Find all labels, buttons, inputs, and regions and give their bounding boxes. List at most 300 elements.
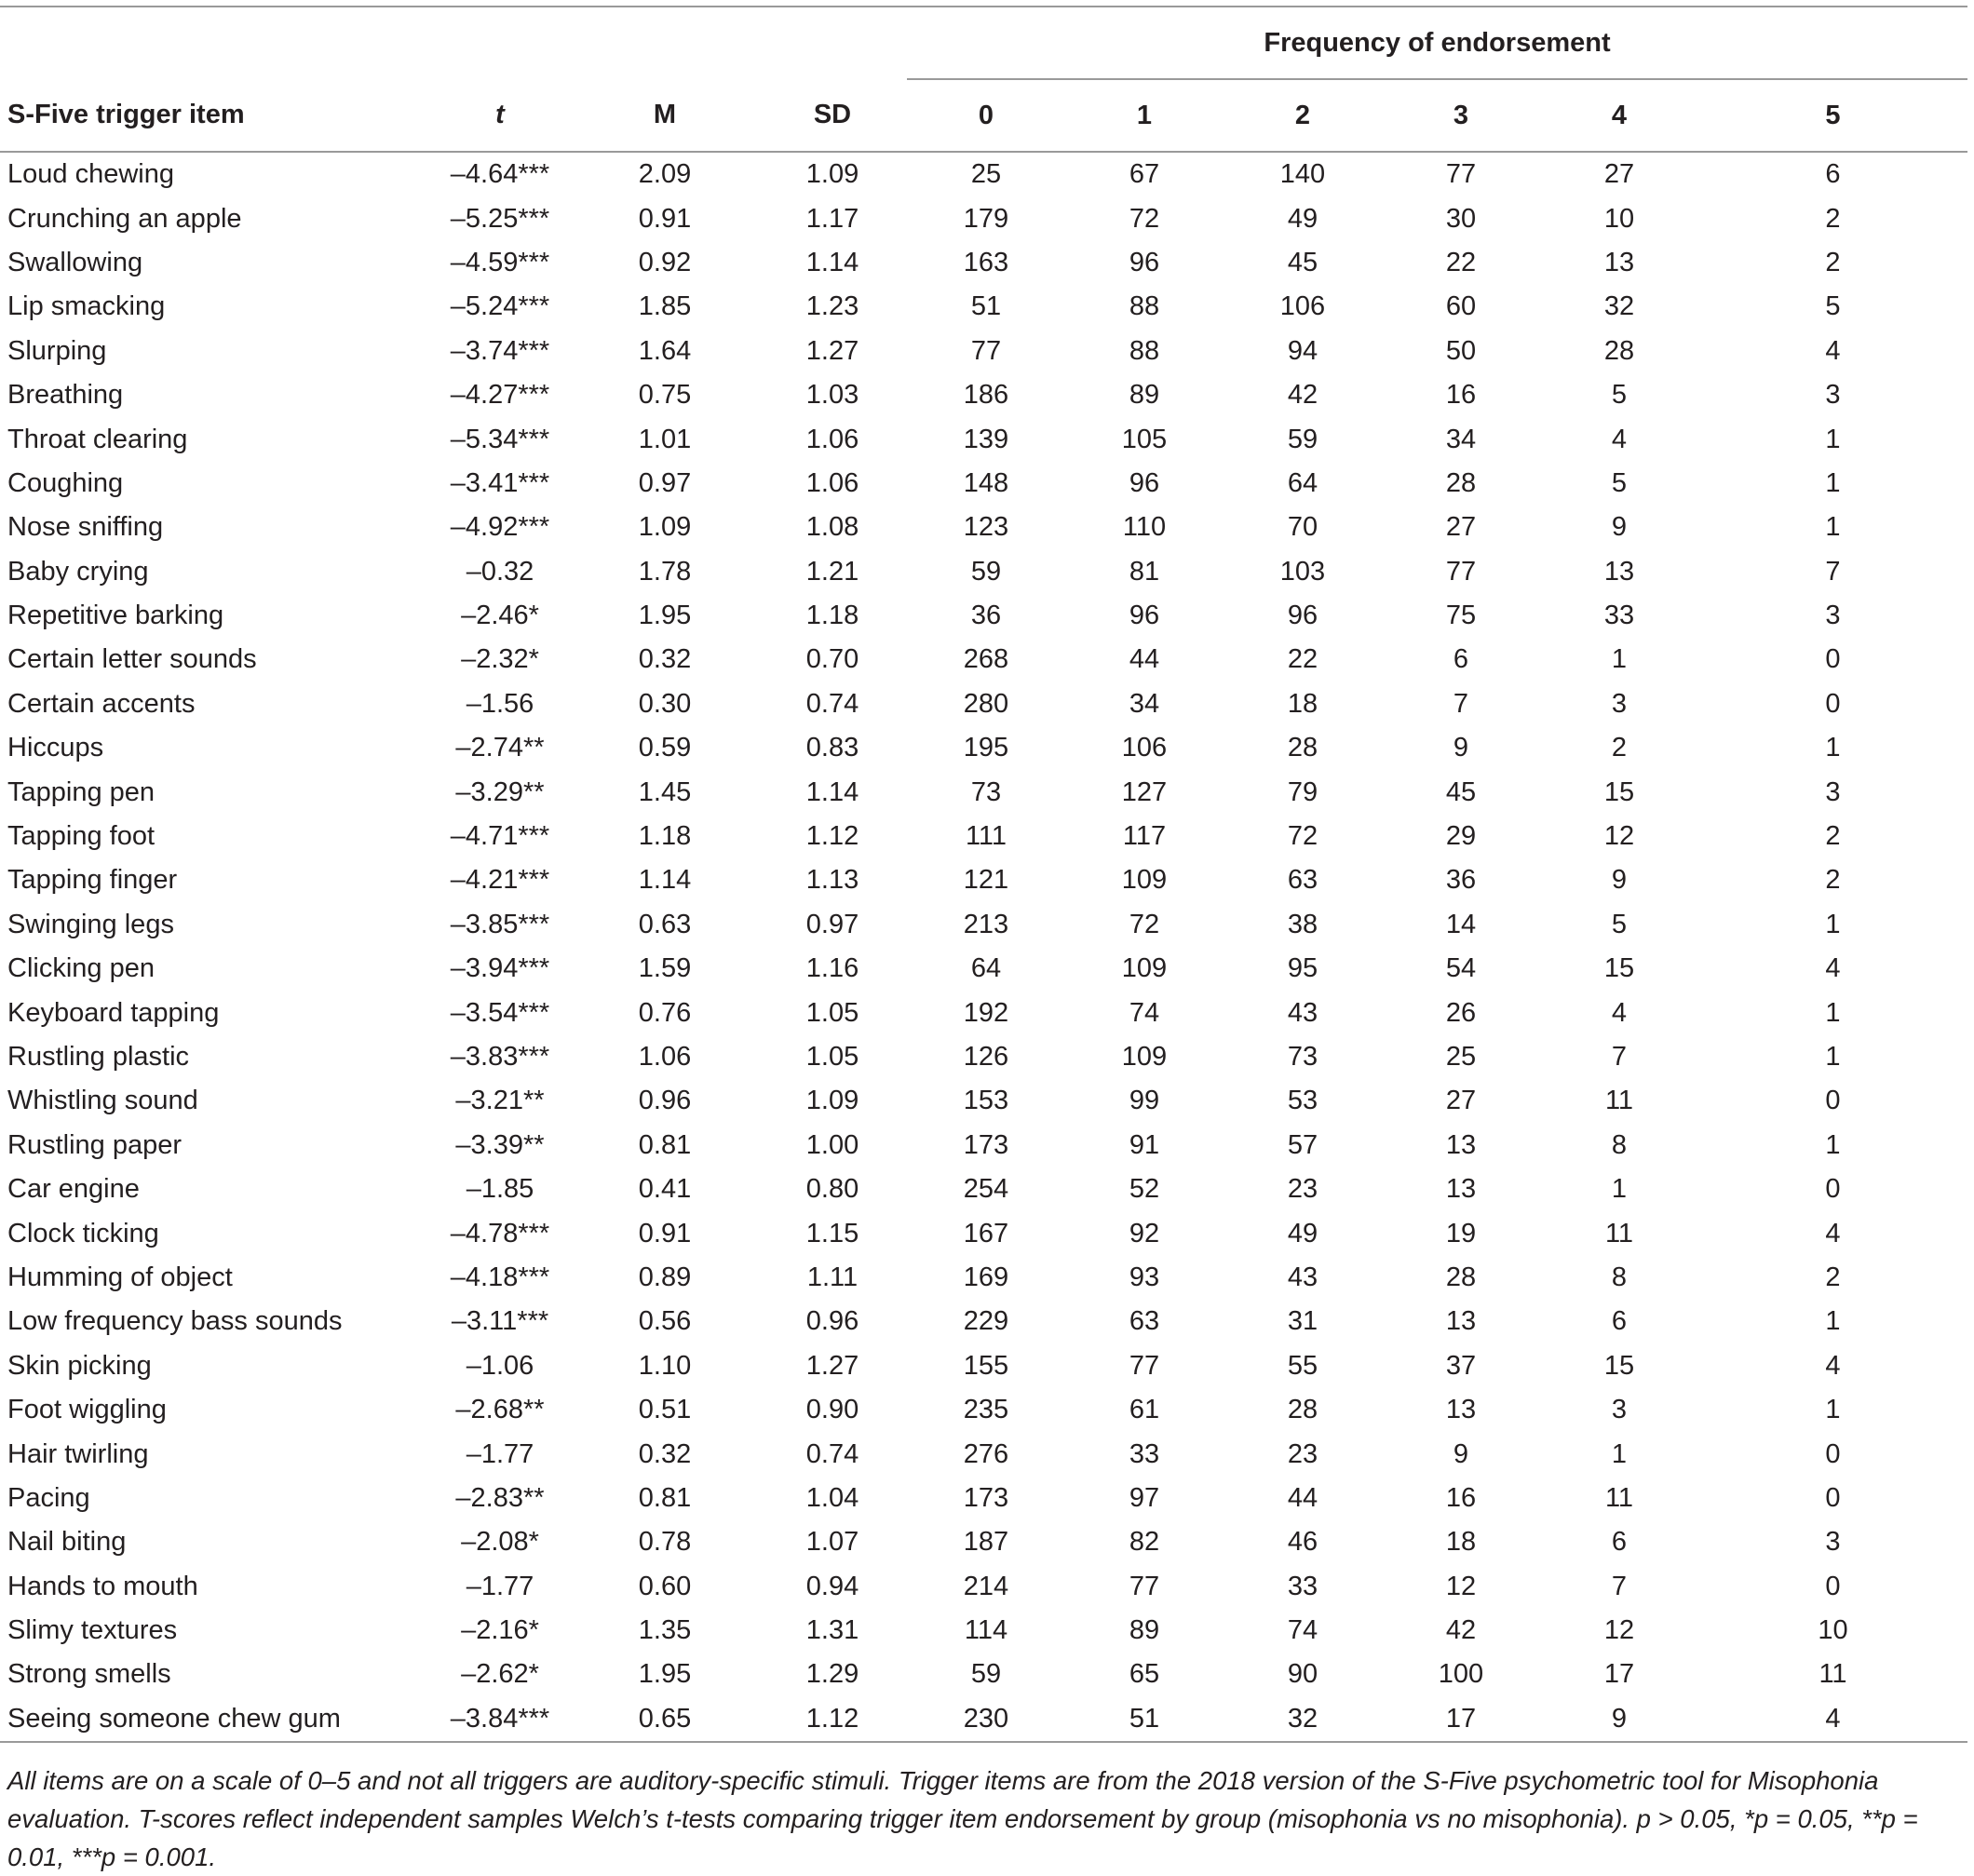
freq-5-cell: 3	[1825, 380, 1841, 411]
t-cell: –3.41***	[450, 467, 550, 498]
trigger-item-cell: Whistling sound	[7, 1086, 198, 1116]
freq-2-cell: 57	[1287, 1129, 1318, 1160]
m-cell: 0.96	[638, 1086, 692, 1116]
freq-1-cell: 109	[1121, 865, 1168, 896]
freq-3-cell: 75	[1445, 601, 1477, 631]
table-row	[0, 1697, 1967, 1742]
freq-1-cell: 96	[1129, 467, 1160, 498]
m-cell: 0.30	[638, 688, 692, 719]
freq-2-cell: 55	[1287, 1350, 1318, 1381]
trigger-item-cell: Certain letter sounds	[7, 644, 257, 675]
t-cell: –5.25***	[450, 203, 550, 234]
table-row	[0, 1079, 1967, 1123]
trigger-item-cell: Repetitive barking	[7, 601, 224, 631]
freq-3-cell: 27	[1445, 512, 1477, 543]
trigger-item-cell: Loud chewing	[7, 159, 174, 190]
freq-2-cell: 23	[1287, 1174, 1318, 1205]
trigger-item-cell: Lip smacking	[7, 291, 166, 322]
m-cell: 2.09	[638, 159, 692, 190]
m-cell: 0.60	[638, 1571, 692, 1601]
t-cell: –2.68**	[455, 1395, 545, 1425]
trigger-item-cell: Swinging legs	[7, 909, 174, 939]
freq-4-cell: 8	[1611, 1262, 1628, 1292]
freq-5-cell: 3	[1825, 776, 1841, 807]
freq-3-cell: 7	[1453, 688, 1469, 719]
freq-5-cell: 3	[1825, 601, 1841, 631]
freq-1-cell: 34	[1129, 688, 1160, 719]
sd-cell: 0.74	[805, 688, 859, 719]
freq-2-cell: 72	[1287, 821, 1318, 852]
freq-3-cell: 16	[1445, 1482, 1477, 1513]
t-cell: –2.08*	[461, 1527, 539, 1558]
freq-2-cell: 43	[1287, 1262, 1318, 1292]
freq-2-cell: 96	[1287, 601, 1318, 631]
table-row	[0, 1124, 1967, 1167]
freq-2-cell: 22	[1287, 644, 1318, 675]
freq-2-cell: 90	[1287, 1659, 1318, 1690]
freq-5-cell: 4	[1825, 1218, 1841, 1248]
freq-0-cell: 213	[963, 909, 1009, 939]
freq-3-cell: 18	[1445, 1527, 1477, 1558]
freq-4-cell: 13	[1603, 556, 1635, 587]
table-row	[0, 1035, 1967, 1079]
t-cell: –4.71***	[450, 821, 550, 852]
freq-2-cell: 33	[1287, 1571, 1318, 1601]
freq-3-cell: 19	[1445, 1218, 1477, 1248]
freq-5-cell: 11	[1819, 1659, 1847, 1690]
freq-1-cell: 61	[1129, 1395, 1160, 1425]
freq-1-cell: 44	[1129, 644, 1160, 675]
trigger-item-cell: Keyboard tapping	[7, 997, 220, 1028]
trigger-item-cell: Swallowing	[7, 247, 143, 277]
freq-2-cell: 46	[1287, 1527, 1318, 1558]
sd-cell: 1.12	[805, 821, 859, 852]
freq-5-cell: 1	[1825, 467, 1841, 498]
freq-4-cell: 3	[1611, 1395, 1628, 1425]
table-row	[0, 1609, 1967, 1653]
t-cell: –5.34***	[450, 424, 550, 454]
freq-5-cell: 1	[1825, 1306, 1841, 1337]
freq-5-cell: 3	[1825, 1527, 1841, 1558]
freq-2-cell: 94	[1287, 335, 1318, 366]
table-row	[0, 1300, 1967, 1343]
freq-2-cell: 49	[1287, 203, 1318, 234]
freq-0-cell: 173	[963, 1482, 1009, 1513]
freq-3-cell: 13	[1445, 1129, 1477, 1160]
freq-1-cell: 77	[1129, 1350, 1160, 1381]
freq-4-cell: 12	[1603, 821, 1635, 852]
sd-cell: 0.70	[805, 644, 859, 675]
freq-1-cell: 96	[1129, 247, 1160, 277]
sd-cell: 1.08	[805, 512, 859, 543]
freq-0-cell: 169	[963, 1262, 1009, 1292]
freq-0-cell: 73	[970, 776, 1002, 807]
freq-5-cell: 2	[1825, 247, 1841, 277]
table-row	[0, 1432, 1967, 1476]
m-cell: 1.78	[638, 556, 692, 587]
freq-5-cell: 1	[1825, 1129, 1841, 1160]
m-cell: 0.51	[638, 1395, 692, 1425]
table-body	[0, 152, 1967, 1742]
trigger-item-cell: Rustling plastic	[7, 1042, 190, 1072]
freq-2-cell: 53	[1287, 1086, 1318, 1116]
freq-4-cell: 2	[1611, 733, 1628, 763]
m-cell: 1.59	[638, 953, 692, 984]
sd-cell: 1.00	[805, 1129, 859, 1160]
freq-5-cell: 4	[1698, 1697, 1967, 1742]
freq-0-cell: 139	[963, 424, 1009, 454]
freq-3-cell: 54	[1445, 953, 1477, 984]
table-row	[0, 815, 1967, 858]
freq-3-cell: 22	[1445, 247, 1477, 277]
freq-0-cell: 59	[970, 1659, 1002, 1690]
freq-3-cell: 27	[1445, 1086, 1477, 1116]
t-cell: –2.83**	[455, 1482, 545, 1513]
table-row	[0, 903, 1967, 947]
trigger-item-cell: Tapping finger	[7, 865, 178, 896]
m-cell: 0.56	[638, 1306, 692, 1337]
t-cell: –3.11***	[451, 1306, 549, 1337]
freq-0-cell: 186	[963, 380, 1009, 411]
m-cell: 0.92	[638, 247, 692, 277]
freq-0-cell: 268	[963, 644, 1009, 675]
t-cell: –3.74***	[450, 335, 550, 366]
freq-0-cell: 77	[970, 335, 1002, 366]
freq-1-cell: 109	[1121, 953, 1168, 984]
t-cell: –1.06	[466, 1350, 534, 1381]
m-cell: 0.81	[638, 1482, 692, 1513]
freq-3-cell: 30	[1445, 203, 1477, 234]
m-cell: 1.35	[638, 1615, 692, 1646]
freq-3-cell: 42	[1445, 1615, 1477, 1646]
trigger-item-cell: Car engine	[7, 1174, 140, 1205]
table-row	[0, 947, 1967, 991]
freq-0-cell: 192	[963, 997, 1009, 1028]
freq-4-cell: 11	[1604, 1482, 1634, 1513]
table-row	[0, 1477, 1967, 1520]
freq-0-cell: 195	[963, 733, 1009, 763]
trigger-item-cell: Hands to mouth	[7, 1571, 198, 1601]
freq-2-cell: 18	[1287, 688, 1318, 719]
freq-1-cell: 127	[1121, 776, 1168, 807]
freq-3-cell: 14	[1445, 909, 1477, 939]
m-cell: 1.01	[638, 424, 692, 454]
m-cell: 1.10	[638, 1350, 692, 1381]
freq-2-cell: 63	[1287, 865, 1318, 896]
sd-cell: 0.94	[805, 1571, 859, 1601]
freq-3-cell: 77	[1445, 556, 1477, 587]
t-cell: –3.84***	[428, 1697, 572, 1742]
freq-1-cell: 89	[1129, 1615, 1160, 1646]
t-cell: –1.77	[466, 1438, 534, 1469]
freq-1-cell: 91	[1129, 1129, 1160, 1160]
freq-1-cell: 63	[1129, 1306, 1160, 1337]
m-cell: 0.91	[638, 203, 692, 234]
freq-0-cell: 123	[963, 512, 1009, 543]
trigger-item-cell: Tapping foot	[7, 821, 155, 852]
freq-5-cell: 4	[1825, 953, 1841, 984]
table-row	[0, 373, 1967, 417]
table-row	[0, 594, 1967, 638]
freq-4-cell: 4	[1611, 997, 1628, 1028]
freq-1-cell: 96	[1129, 601, 1160, 631]
freq-4-cell: 12	[1603, 1615, 1635, 1646]
freq-1-cell: 74	[1129, 997, 1160, 1028]
freq-2-cell: 140	[1279, 159, 1326, 190]
t-cell: –4.27***	[450, 380, 550, 411]
m-cell: 1.45	[638, 776, 692, 807]
table-row	[0, 1256, 1967, 1300]
freq-4-cell: 13	[1603, 247, 1635, 277]
freq-1-cell: 109	[1121, 1042, 1168, 1072]
sd-cell: 1.09	[805, 1086, 859, 1116]
table-row	[0, 1388, 1967, 1432]
freq-4-cell: 28	[1603, 335, 1635, 366]
freq-5-cell: 1	[1825, 512, 1841, 543]
freq-5-cell: 0	[1825, 688, 1841, 719]
column-header-row	[0, 79, 1967, 152]
freq-1-cell: 110	[1122, 512, 1167, 543]
freq-5-cell: 2	[1825, 865, 1841, 896]
freq-0-cell: 214	[963, 1571, 1009, 1601]
sd-cell: 1.06	[805, 424, 859, 454]
column-header-freq-2: 2	[1224, 79, 1382, 152]
column-header-freq-5: 5	[1698, 79, 1967, 152]
m-cell: 1.64	[638, 335, 692, 366]
sd-cell: 0.97	[805, 909, 859, 939]
m-cell: 0.63	[638, 909, 692, 939]
freq-4-cell: 17	[1603, 1659, 1635, 1690]
freq-2-cell: 32	[1224, 1697, 1382, 1742]
freq-2-cell: 49	[1287, 1218, 1318, 1248]
sd-cell: 1.04	[805, 1482, 859, 1513]
freq-4-cell: 15	[1603, 776, 1635, 807]
table-row	[0, 1520, 1967, 1564]
m-cell: 0.41	[638, 1174, 692, 1205]
freq-0-cell: 153	[963, 1086, 1009, 1116]
t-cell: –1.85	[466, 1174, 534, 1205]
m-cell: 1.06	[638, 1042, 692, 1072]
table-row	[0, 550, 1967, 594]
freq-3-cell: 36	[1445, 865, 1477, 896]
freq-5-cell: 1	[1825, 1395, 1841, 1425]
sd-cell: 1.15	[805, 1218, 859, 1248]
m-cell: 0.76	[638, 997, 692, 1028]
freq-4-cell: 6	[1611, 1527, 1628, 1558]
m-cell: 0.91	[638, 1218, 692, 1248]
sd-cell: 0.96	[805, 1306, 859, 1337]
freq-0-cell: 173	[963, 1129, 1009, 1160]
m-cell: 0.65	[572, 1697, 758, 1742]
sd-cell: 1.05	[805, 1042, 859, 1072]
trigger-item-cell: Baby crying	[7, 556, 149, 587]
freq-4-cell: 27	[1603, 159, 1635, 190]
m-cell: 0.32	[638, 644, 692, 675]
m-cell: 0.81	[638, 1129, 692, 1160]
freq-0-cell: 230	[907, 1697, 1065, 1742]
sd-cell: 0.83	[805, 733, 859, 763]
freq-3-cell: 12	[1445, 1571, 1477, 1601]
freq-5-cell: 0	[1825, 644, 1841, 675]
freq-5-cell: 1	[1825, 1042, 1841, 1072]
sd-cell: 0.74	[805, 1438, 859, 1469]
freq-5-cell: 2	[1825, 1262, 1841, 1292]
freq-2-cell: 45	[1287, 247, 1318, 277]
m-cell: 0.97	[638, 467, 692, 498]
m-cell: 0.78	[638, 1527, 692, 1558]
sd-cell: 1.17	[805, 203, 859, 234]
freq-4-cell: 5	[1611, 380, 1628, 411]
freq-1-cell: 52	[1129, 1174, 1160, 1205]
sd-cell: 1.05	[805, 997, 859, 1028]
sd-cell: 1.06	[805, 467, 859, 498]
trigger-item-cell: Foot wiggling	[7, 1395, 167, 1425]
freq-3-cell: 77	[1445, 159, 1477, 190]
freq-0-cell: 276	[963, 1438, 1009, 1469]
freq-5-cell: 5	[1825, 291, 1841, 322]
freq-4-cell: 5	[1611, 909, 1628, 939]
freq-3-cell: 6	[1453, 644, 1469, 675]
freq-0-cell: 148	[963, 467, 1009, 498]
table-row	[0, 770, 1967, 814]
sd-cell: 1.29	[805, 1659, 859, 1690]
freq-2-cell: 64	[1287, 467, 1318, 498]
freq-1-cell: 72	[1129, 909, 1160, 939]
trigger-table	[0, 6, 1967, 1743]
trigger-item-cell: Seeing someone chew gum	[0, 1697, 428, 1742]
freq-4-cell: 9	[1611, 865, 1628, 896]
freq-2-cell: 44	[1287, 1482, 1318, 1513]
freq-1-cell: 88	[1129, 291, 1160, 322]
freq-5-cell: 1	[1825, 733, 1841, 763]
trigger-item-cell: Pacing	[7, 1482, 90, 1513]
freq-2-cell: 42	[1287, 380, 1318, 411]
freq-3-cell: 13	[1445, 1306, 1477, 1337]
freq-3-cell: 50	[1445, 335, 1477, 366]
table-row	[0, 241, 1967, 285]
column-header-freq-4: 4	[1540, 79, 1698, 152]
sd-cell: 1.27	[805, 1350, 859, 1381]
column-header-m: M	[572, 79, 758, 152]
t-cell: –4.78***	[450, 1218, 550, 1248]
freq-2-cell: 31	[1287, 1306, 1318, 1337]
trigger-item-cell: Low frequency bass sounds	[7, 1306, 343, 1337]
sd-cell: 1.09	[805, 159, 859, 190]
freq-4-cell: 11	[1604, 1086, 1634, 1116]
freq-4-cell: 8	[1611, 1129, 1628, 1160]
freq-0-cell: 254	[963, 1174, 1009, 1205]
trigger-item-cell: Clicking pen	[7, 953, 155, 984]
t-cell: –4.59***	[450, 247, 550, 277]
freq-0-cell: 64	[970, 953, 1002, 984]
trigger-item-cell: Hiccups	[7, 733, 104, 763]
freq-1-cell: 33	[1129, 1438, 1160, 1469]
table-row	[0, 462, 1967, 506]
table-row	[0, 991, 1967, 1034]
table-footnote: All items are on a scale of 0–5 and not all triggers are auditory-specific stimuli. Trigger items are from the 2018 version of the S-Five psychometric tool for Misophonia evaluation. T-scores reflect independent samples Welch’s t-tests comparing trigger item endorsement by group (misophonia vs no misophonia). p > 0.05, *p = 0.05, **p = 0.01, ***p = 0.001.	[7, 1766, 1918, 1871]
freq-2-cell: 95	[1287, 953, 1318, 984]
freq-0-cell: 111	[965, 821, 1007, 852]
freq-4-cell: 1	[1611, 1438, 1628, 1469]
freq-4-cell: 11	[1604, 1218, 1634, 1248]
table-row	[0, 1344, 1967, 1388]
sd-cell: 1.31	[805, 1615, 859, 1646]
freq-5-cell: 7	[1825, 556, 1841, 587]
freq-2-cell: 70	[1287, 512, 1318, 543]
freq-4-cell: 7	[1611, 1571, 1628, 1601]
frequency-group-header: Frequency of endorsement	[907, 7, 1967, 79]
freq-2-cell: 59	[1287, 424, 1318, 454]
freq-1-cell: 72	[1129, 203, 1160, 234]
freq-2-cell: 79	[1287, 776, 1318, 807]
m-cell: 1.85	[638, 291, 692, 322]
freq-4-cell: 3	[1611, 688, 1628, 719]
m-cell: 1.18	[638, 821, 692, 852]
freq-1-cell: 51	[1065, 1697, 1224, 1742]
freq-5-cell: 1	[1825, 424, 1841, 454]
freq-4-cell: 32	[1603, 291, 1635, 322]
freq-3-cell: 17	[1382, 1697, 1540, 1742]
freq-3-cell: 13	[1445, 1395, 1477, 1425]
freq-1-cell: 97	[1129, 1482, 1160, 1513]
freq-2-cell: 103	[1279, 556, 1326, 587]
freq-2-cell: 74	[1287, 1615, 1318, 1646]
sd-cell: 1.27	[805, 335, 859, 366]
freq-0-cell: 163	[963, 247, 1009, 277]
freq-4-cell: 6	[1611, 1306, 1628, 1337]
freq-2-cell: 28	[1287, 733, 1318, 763]
t-cell: –0.32	[466, 556, 534, 587]
freq-1-cell: 92	[1129, 1218, 1160, 1248]
t-cell: –5.24***	[450, 291, 550, 322]
freq-1-cell: 106	[1121, 733, 1168, 763]
freq-4-cell: 10	[1603, 203, 1635, 234]
table-row	[0, 638, 1967, 682]
freq-5-cell: 0	[1825, 1482, 1841, 1513]
sd-cell: 1.16	[805, 953, 859, 984]
freq-0-cell: 167	[963, 1218, 1009, 1248]
freq-5-cell: 1	[1825, 909, 1841, 939]
table-row	[0, 1565, 1967, 1609]
freq-3-cell: 16	[1445, 380, 1477, 411]
m-cell: 1.14	[638, 865, 692, 896]
freq-5-cell: 6	[1825, 159, 1841, 190]
freq-4-cell: 9	[1611, 512, 1628, 543]
sd-cell: 1.13	[805, 865, 859, 896]
freq-0-cell: 36	[970, 601, 1002, 631]
sd-cell: 1.03	[805, 380, 859, 411]
column-header-trigger-item: S-Five trigger item	[0, 79, 428, 152]
table-row	[0, 1211, 1967, 1255]
freq-5-cell: 0	[1825, 1174, 1841, 1205]
table-row	[0, 1653, 1967, 1696]
freq-3-cell: 45	[1445, 776, 1477, 807]
freq-3-cell: 100	[1438, 1659, 1484, 1690]
freq-3-cell: 28	[1445, 1262, 1477, 1292]
freq-3-cell: 9	[1453, 1438, 1469, 1469]
freq-0-cell: 155	[963, 1350, 1009, 1381]
freq-4-cell: 5	[1611, 467, 1628, 498]
t-cell: –3.54***	[450, 997, 550, 1028]
table-row	[0, 285, 1967, 329]
freq-2-cell: 73	[1287, 1042, 1318, 1072]
t-cell: –3.21**	[455, 1086, 545, 1116]
table-row	[0, 1167, 1967, 1211]
t-cell: –3.83***	[450, 1042, 550, 1072]
freq-3-cell: 37	[1445, 1350, 1477, 1381]
trigger-item-cell: Tapping pen	[7, 776, 155, 807]
t-cell: –4.92***	[450, 512, 550, 543]
